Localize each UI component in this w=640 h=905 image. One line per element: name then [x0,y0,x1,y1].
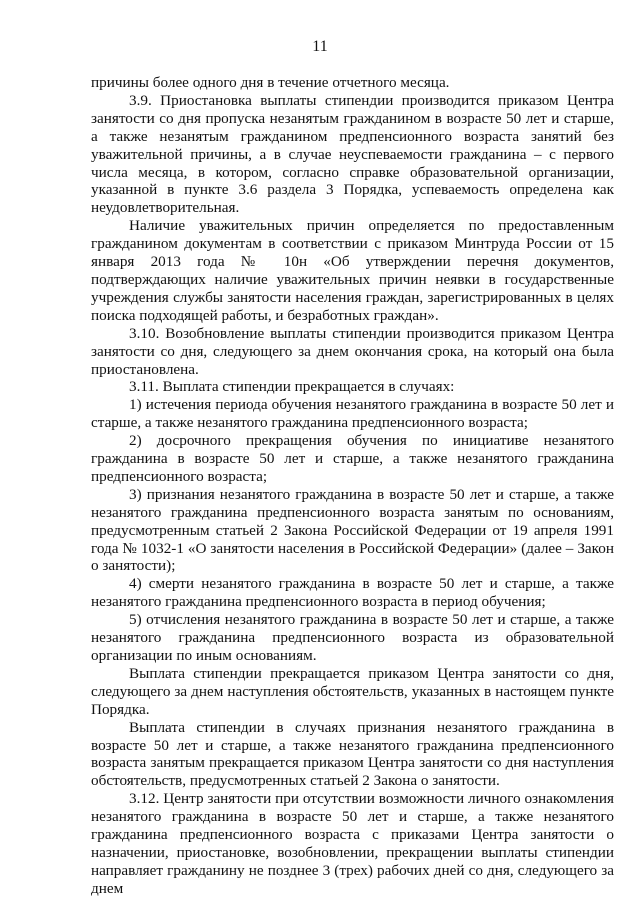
paragraph-termination-order: Выплата стипендии прекращается приказом Центра занятости со дня, следующего за днем наступления обстоятельств, указанных в настоящем пункте Порядка. [91,664,614,718]
document-body [91,74,614,898]
list-item-3: 3) признания незанятого гражданина в возрасте 50 лет и старше, а также незанятого гражданина предпенсионного возраста занятым по основаниям, предусмотренным статьей 2 Закона Российской Федерации от 19 апреля 1991 года № 1032-1 «О занятости населения в Российской Федерации» (далее – Закон о занятости); [91,485,614,575]
list-item-4: 4) смерти незанятого гражданина в возрасте 50 лет и старше, а также незанятого гражданина предпенсионного возраста в период обучения; [91,575,614,611]
paragraph-3-10: 3.10. Возобновление выплаты стипендии производится приказом Центра занятости со дня, следующего за днем окончания срока, на который она была приостановлена. [91,324,614,378]
page-number: 11 [312,38,328,55]
list-item-1: 1) истечения периода обучения незанятого гражданина в возрасте 50 лет и старше, а также незанятого гражданина предпенсионного возраста; [91,396,614,432]
list-item-2: 2) досрочного прекращения обучения по инициативе незанятого гражданина в возрасте 50 лет и старше, а также незанятого гражданина предпенсионного возраста; [91,432,614,485]
paragraph-3-9: 3.9. Приостановка выплаты стипендии производится приказом Центра занятости со дня пропуска незанятым гражданином в возрасте 50 лет и старше, а также незанятым гражданином предпенсионного возраста занятий без уважительной причины, а в случае неуспеваемости гражданина – с первого числа месяца, в котором, согласно справке образовательной организации, указанной в пункте 3.6 раздела 3 Порядка, успеваемость определена как неудовлетворительная. [91,91,614,217]
paragraph-continuation: причины более одного дня в течение отчетного месяца. [91,74,450,91]
paragraph-3-12: 3.12. Центр занятости при отсутствии возможности личного ознакомления незанятого гражданина в возрасте 50 лет и старше, а также незанятого гражданина предпенсионного возраста с приказами Центра занятости о назначении, приостановке, возобновлении, прекращении выплаты стипендии направляет гражданину не позднее 3 (трех) рабочих дней со дня, следующего за днем [91,790,614,897]
list-item-5: 5) отчисления незанятого гражданина в возрасте 50 лет и старше, а также незанятого гражданина предпенсионного возраста из образовательной организации по иным основаниям. [91,611,614,664]
paragraph-3-11: 3.11. Выплата стипендии прекращается в случаях: [129,378,455,396]
paragraph-valid-reasons: Наличие уважительных причин определяется по предоставленным гражданином документам в соответствии с приказом Минтруда России от 15 января 2013 года № 10н «Об утверждении перечня документов, подтверждающих наличие уважительных причин неявки в государственные учреждения службы занятости населения граждан, зарегистрированных в целях поиска подходящей работы, и безработных граждан». [91,217,614,324]
paragraph-termination-employment: Выплата стипендии в случаях признания незанятого гражданина в возрасте 50 лет и старше, а также незанятого гражданина предпенсионного возраста занятым прекращается приказом Центра занятости со дня наступления обстоятельств, предусмотренных статьей 2 Закона о занятости. [91,718,614,790]
